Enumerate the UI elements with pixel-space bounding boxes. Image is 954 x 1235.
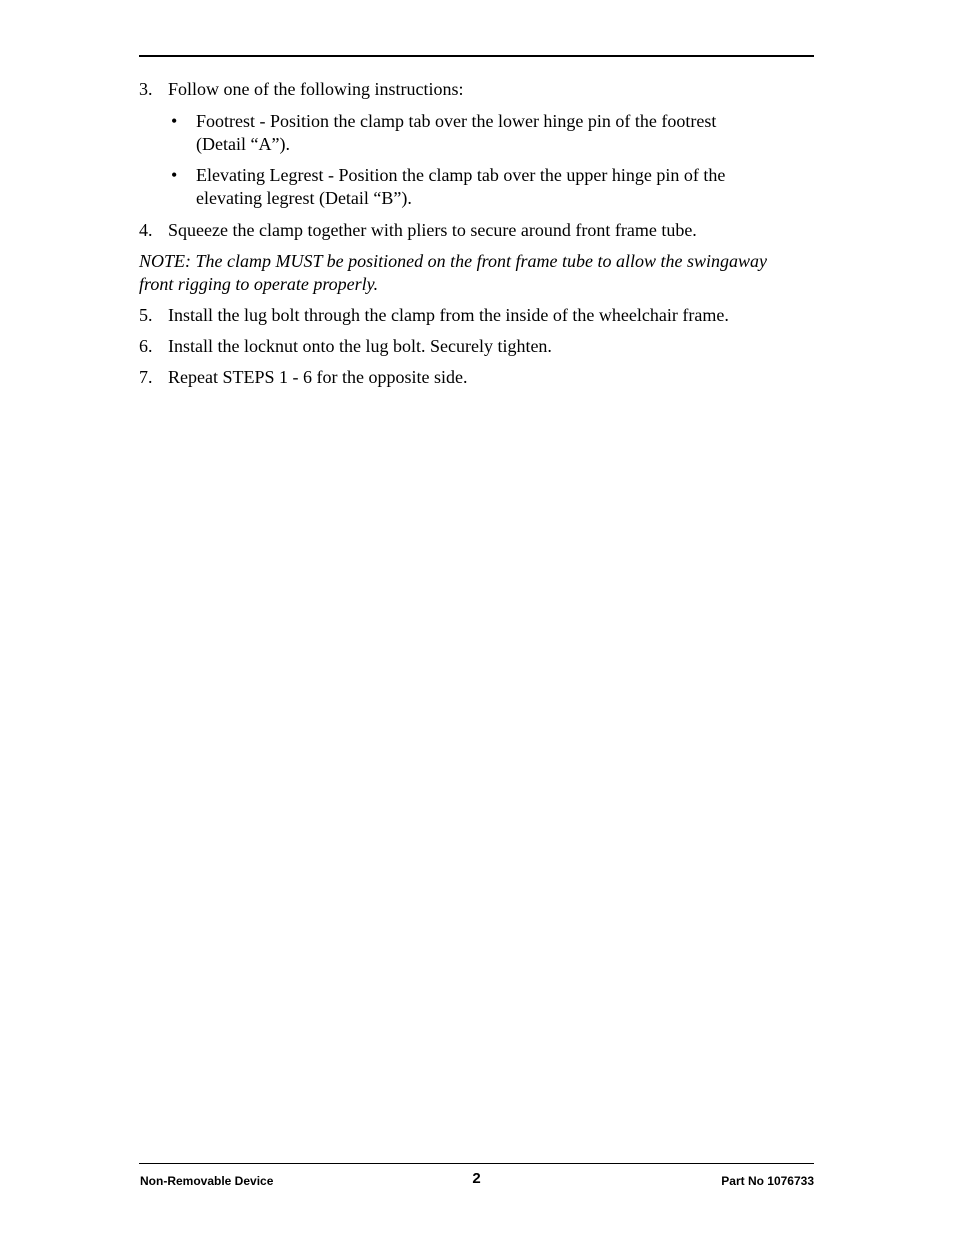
- bullet-text-line2: elevating legrest (Detail “B”).: [196, 188, 412, 208]
- bullet-text-line2: (Detail “A”).: [196, 134, 290, 154]
- bullet-footrest: [139, 110, 819, 156]
- step-3: [139, 78, 819, 101]
- step-number: 4.: [139, 220, 153, 240]
- footer-part-number: Part No 1076733: [721, 1174, 814, 1188]
- footer-document-title: Non-Removable Device: [140, 1174, 274, 1188]
- step-text: Install the lug bolt through the clamp from the inside of the wheelchair frame.: [168, 305, 729, 325]
- note-line2: front rigging to operate properly.: [139, 274, 379, 294]
- bullet-text-line1: Elevating Legrest - Position the clamp tab over the upper hinge pin of the: [196, 165, 726, 185]
- step-text: Repeat STEPS 1 - 6 for the opposite side.: [168, 367, 468, 387]
- header-rule: [139, 55, 814, 57]
- step-number: 5.: [139, 305, 153, 325]
- instructions-body: [139, 78, 819, 389]
- bullet-elevating-legrest: [139, 164, 819, 210]
- note-line1: NOTE: The clamp MUST be positioned on the front frame tube to allow the swingaway: [139, 251, 767, 271]
- bullet-dot: •: [171, 165, 178, 185]
- step-text: Squeeze the clamp together with pliers to secure around front frame tube.: [168, 220, 697, 240]
- bullet-dot: •: [171, 111, 178, 131]
- step-7: [139, 366, 819, 389]
- bullet-text-line1: Footrest - Position the clamp tab over the lower hinge pin of the footrest: [196, 111, 717, 131]
- step-text: Install the locknut onto the lug bolt. Securely tighten.: [168, 336, 552, 356]
- page-footer: [139, 1170, 814, 1192]
- step-number: 3.: [139, 79, 153, 99]
- step-6: [139, 335, 819, 358]
- step-4: [139, 219, 819, 242]
- step-number: 6.: [139, 336, 153, 356]
- page-number: 2: [472, 1170, 481, 1187]
- step-5: [139, 304, 819, 327]
- note: [139, 250, 819, 296]
- footer-rule: [139, 1163, 814, 1164]
- step-number: 7.: [139, 367, 153, 387]
- step-text: Follow one of the following instructions:: [168, 79, 464, 99]
